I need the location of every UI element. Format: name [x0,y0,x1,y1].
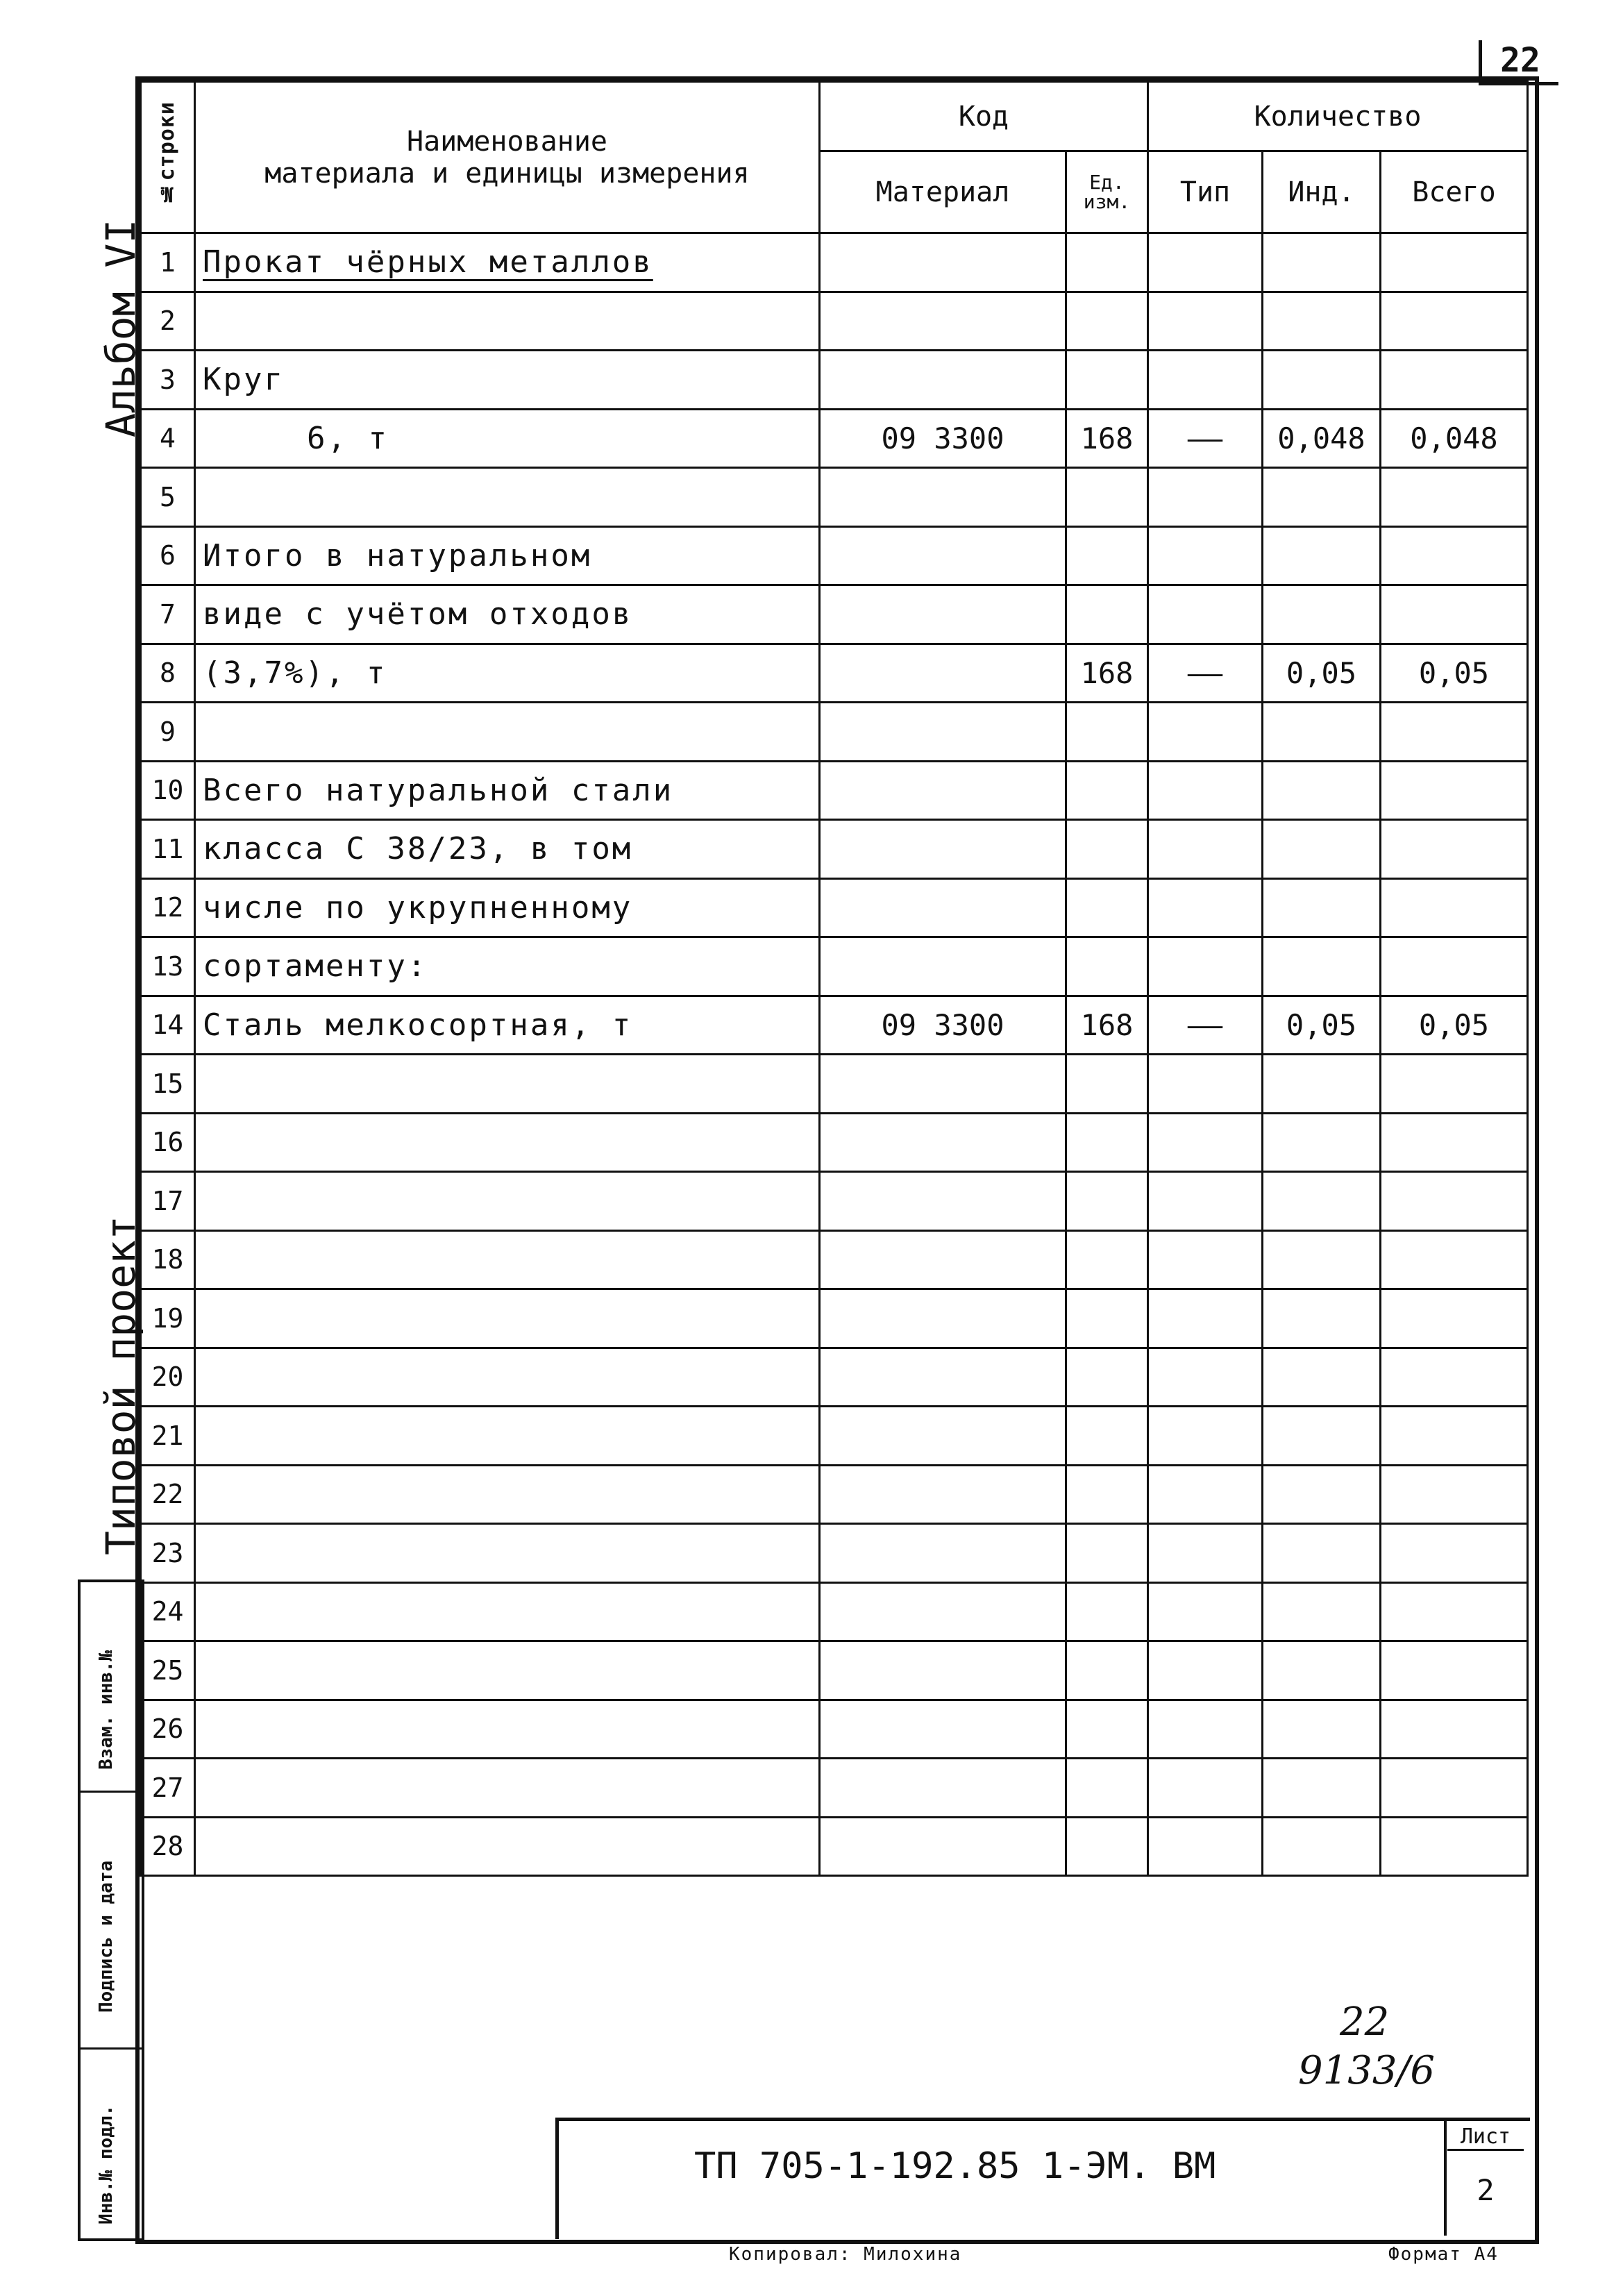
row-number: 26 [141,1700,195,1759]
row-typ [1148,820,1263,879]
table-row [141,1289,1528,1348]
row-ind [1263,703,1381,762]
row-unit-code [1066,820,1148,879]
row-number: 3 [141,351,195,410]
row-ind [1263,1055,1381,1114]
row-total [1381,820,1528,879]
row-typ [1148,351,1263,410]
row-name: Сталь мелкосортная, т [195,996,820,1055]
header-material: Материал [820,151,1066,233]
table-row [141,644,1528,703]
row-total [1381,585,1528,644]
table-row [141,703,1528,762]
row-number: 4 [141,409,195,468]
row-total [1381,1113,1528,1172]
row-ind [1263,1700,1381,1759]
row-total [1381,1348,1528,1407]
row-unit-code [1066,937,1148,996]
album-label: Альбом VI [97,219,144,437]
table-row [141,1055,1528,1114]
row-material-code [820,644,1066,703]
row-material-code [820,1582,1066,1641]
row-unit-code [1066,1641,1148,1700]
table-row [141,526,1528,585]
row-name: Прокат чёрных металлов [195,233,820,292]
header-code: Код [820,82,1148,151]
row-typ [1148,1524,1263,1583]
row-typ [1148,468,1263,527]
header-ind: Инд. [1263,151,1381,233]
project-label: Типовой проект [97,1216,144,1555]
row-number: 16 [141,1113,195,1172]
table-row [141,351,1528,410]
row-number: 10 [141,761,195,820]
row-ind [1263,1289,1381,1348]
row-typ [1148,703,1263,762]
row-name: Круг [195,351,820,410]
row-name [195,1465,820,1524]
header-typ: Тип [1148,151,1263,233]
row-material-code: 09 3300 [820,996,1066,1055]
row-number: 13 [141,937,195,996]
header-quantity: Количество [1148,82,1528,151]
table-row [141,1641,1528,1700]
row-name [195,1641,820,1700]
footer-format: Формат А4 [1388,2244,1499,2265]
row-typ [1148,1582,1263,1641]
row-typ [1148,761,1263,820]
row-number: 28 [141,1817,195,1876]
row-unit-code [1066,233,1148,292]
row-ind [1263,526,1381,585]
row-material-code [820,1113,1066,1172]
row-unit-code [1066,1113,1148,1172]
row-typ [1148,1759,1263,1818]
row-ind [1263,292,1381,351]
row-material-code [820,1641,1066,1700]
header-row-no: №строки [141,82,195,233]
row-material-code [820,1172,1066,1231]
row-total [1381,351,1528,410]
row-total [1381,1289,1528,1348]
row-unit-code [1066,1055,1148,1114]
row-total: 0,048 [1381,409,1528,468]
row-unit-code: 168 [1066,996,1148,1055]
row-typ [1148,1055,1263,1114]
row-unit-code [1066,703,1148,762]
row-material-code [820,1407,1066,1466]
row-material-code [820,1289,1066,1348]
row-ind: 0,048 [1263,409,1381,468]
row-number: 6 [141,526,195,585]
row-total: 0,05 [1381,644,1528,703]
row-typ: —— [1148,644,1263,703]
table-row [141,1348,1528,1407]
row-typ [1148,1407,1263,1466]
approval-strip [78,1579,144,2241]
row-material-code [820,878,1066,937]
row-typ [1148,878,1263,937]
row-number: 24 [141,1582,195,1641]
row-number: 1 [141,233,195,292]
row-number: 7 [141,585,195,644]
row-ind [1263,1817,1381,1876]
row-typ [1148,1172,1263,1231]
table-row [141,468,1528,527]
header-unit: Ед. изм. [1066,151,1148,233]
row-ind [1263,1407,1381,1466]
strip-sign-date: Подпись и дата [96,1860,117,2013]
row-ind [1263,351,1381,410]
row-total: 0,05 [1381,996,1528,1055]
row-ind: 0,05 [1263,996,1381,1055]
table-row [141,761,1528,820]
table-row [141,1113,1528,1172]
strip-inv-no-orig: Инв.№ подл. [96,2104,117,2224]
row-name [195,1348,820,1407]
sheet-number: 2 [1477,2173,1495,2207]
document-code: ТП 705-1-192.85 1-ЭМ. ВМ [694,2145,1216,2187]
row-material-code [820,1759,1066,1818]
row-name: 6, т [195,409,820,468]
row-typ [1148,1348,1263,1407]
row-total [1381,1817,1528,1876]
row-name: (3,7%), т [195,644,820,703]
table-row [141,996,1528,1055]
row-material-code [820,1465,1066,1524]
row-typ [1148,1700,1263,1759]
table-row [141,1759,1528,1818]
row-total [1381,1582,1528,1641]
row-total [1381,1055,1528,1114]
table-row [141,878,1528,937]
row-ind [1263,1172,1381,1231]
row-name: сортаменту: [195,937,820,996]
row-name [195,1700,820,1759]
row-name [195,1582,820,1641]
row-number: 12 [141,878,195,937]
row-material-code [820,1700,1066,1759]
table-row [141,409,1528,468]
row-ind [1263,1524,1381,1583]
row-typ [1148,526,1263,585]
row-number: 25 [141,1641,195,1700]
row-number: 15 [141,1055,195,1114]
row-ind [1263,1582,1381,1641]
row-name [195,468,820,527]
row-ind [1263,1641,1381,1700]
row-total [1381,1641,1528,1700]
table-row [141,233,1528,292]
page-number: 22 [1479,40,1558,85]
row-typ [1148,585,1263,644]
row-typ [1148,1113,1263,1172]
table-row [141,585,1528,644]
table-row [141,1582,1528,1641]
row-unit-code [1066,1700,1148,1759]
row-ind [1263,937,1381,996]
row-number: 9 [141,703,195,762]
row-unit-code [1066,1524,1148,1583]
row-material-code [820,761,1066,820]
table-body [141,233,1528,1876]
table-row [141,1172,1528,1231]
row-name [195,1172,820,1231]
row-number: 5 [141,468,195,527]
row-typ: —— [1148,409,1263,468]
row-name: Итого в натуральном [195,526,820,585]
table-row [141,1700,1528,1759]
row-unit-code [1066,1759,1148,1818]
row-ind [1263,1230,1381,1289]
row-total [1381,1230,1528,1289]
row-name [195,703,820,762]
row-ind [1263,1113,1381,1172]
table-row [141,1465,1528,1524]
row-unit-code [1066,761,1148,820]
row-name [195,292,820,351]
row-number: 20 [141,1348,195,1407]
row-unit-code [1066,1465,1148,1524]
row-total [1381,703,1528,762]
table-row [141,1524,1528,1583]
row-unit-code [1066,1289,1148,1348]
row-unit-code: 168 [1066,409,1148,468]
row-unit-code [1066,1817,1148,1876]
row-unit-code [1066,1172,1148,1231]
row-unit-code [1066,526,1148,585]
table-row [141,1230,1528,1289]
strip-instead-inv: Взам. инв.№ [96,1650,117,1770]
row-total [1381,1407,1528,1466]
row-name: виде с учётом отходов [195,585,820,644]
row-material-code [820,937,1066,996]
row-ind [1263,1759,1381,1818]
row-material-code [820,1524,1066,1583]
row-name: класса С 38/23, в том [195,820,820,879]
row-number: 27 [141,1759,195,1818]
row-name: Всего натуральной стали [195,761,820,820]
row-total [1381,233,1528,292]
row-total [1381,1759,1528,1818]
row-ind [1263,468,1381,527]
table-row [141,292,1528,351]
row-name [195,1289,820,1348]
row-number: 23 [141,1524,195,1583]
row-number: 21 [141,1407,195,1466]
row-material-code [820,703,1066,762]
row-material-code: 09 3300 [820,409,1066,468]
row-total [1381,937,1528,996]
row-total [1381,1700,1528,1759]
row-material-code [820,351,1066,410]
footer-copied: Копировал: Милохина [729,2244,962,2265]
row-material-code [820,468,1066,527]
row-material-code [820,526,1066,585]
row-number: 19 [141,1289,195,1348]
table-row [141,937,1528,996]
row-number: 22 [141,1465,195,1524]
row-unit-code [1066,1582,1148,1641]
row-name [195,1113,820,1172]
row-total [1381,1524,1528,1583]
row-total [1381,878,1528,937]
row-ind [1263,820,1381,879]
row-ind: 0,05 [1263,644,1381,703]
row-unit-code: 168 [1066,644,1148,703]
row-number: 11 [141,820,195,879]
row-typ [1148,1817,1263,1876]
row-total [1381,761,1528,820]
row-name: числе по укрупненному [195,878,820,937]
table-row [141,1407,1528,1466]
row-total [1381,526,1528,585]
sheet-label: Лист [1447,2125,1524,2151]
header-total: Всего [1381,151,1528,233]
row-typ [1148,233,1263,292]
handwritten-code: 9133/6 [1298,2048,1436,2093]
row-name [195,1055,820,1114]
row-name [195,1817,820,1876]
row-total [1381,1172,1528,1231]
row-ind [1263,233,1381,292]
row-material-code [820,1055,1066,1114]
row-typ [1148,292,1263,351]
row-material-code [820,820,1066,879]
row-total [1381,468,1528,527]
handwritten-sheet-ref: 22 [1340,2000,1390,2045]
row-name [195,1524,820,1583]
row-material-code [820,292,1066,351]
header-name: Наименование материала и единицы измерения [195,82,820,233]
row-typ [1148,1230,1263,1289]
row-typ [1148,1465,1263,1524]
row-material-code [820,233,1066,292]
row-unit-code [1066,1348,1148,1407]
row-ind [1263,1348,1381,1407]
row-unit-code [1066,1230,1148,1289]
row-unit-code [1066,878,1148,937]
row-name [195,1230,820,1289]
row-total [1381,292,1528,351]
row-number: 17 [141,1172,195,1231]
row-typ [1148,937,1263,996]
row-number: 8 [141,644,195,703]
row-name [195,1759,820,1818]
specification-table [140,81,1529,1877]
row-number: 18 [141,1230,195,1289]
row-unit-code [1066,585,1148,644]
row-material-code [820,585,1066,644]
row-ind [1263,1465,1381,1524]
row-unit-code [1066,468,1148,527]
row-material-code [820,1230,1066,1289]
row-unit-code [1066,1407,1148,1466]
row-typ [1148,1289,1263,1348]
row-unit-code [1066,292,1148,351]
row-material-code [820,1817,1066,1876]
table-row [141,1817,1528,1876]
row-unit-code [1066,351,1148,410]
row-ind [1263,761,1381,820]
row-material-code [820,1348,1066,1407]
row-ind [1263,878,1381,937]
row-number: 2 [141,292,195,351]
row-ind [1263,585,1381,644]
row-number: 14 [141,996,195,1055]
row-typ [1148,1641,1263,1700]
row-name [195,1407,820,1466]
row-typ: —— [1148,996,1263,1055]
row-total [1381,1465,1528,1524]
table-row [141,820,1528,879]
